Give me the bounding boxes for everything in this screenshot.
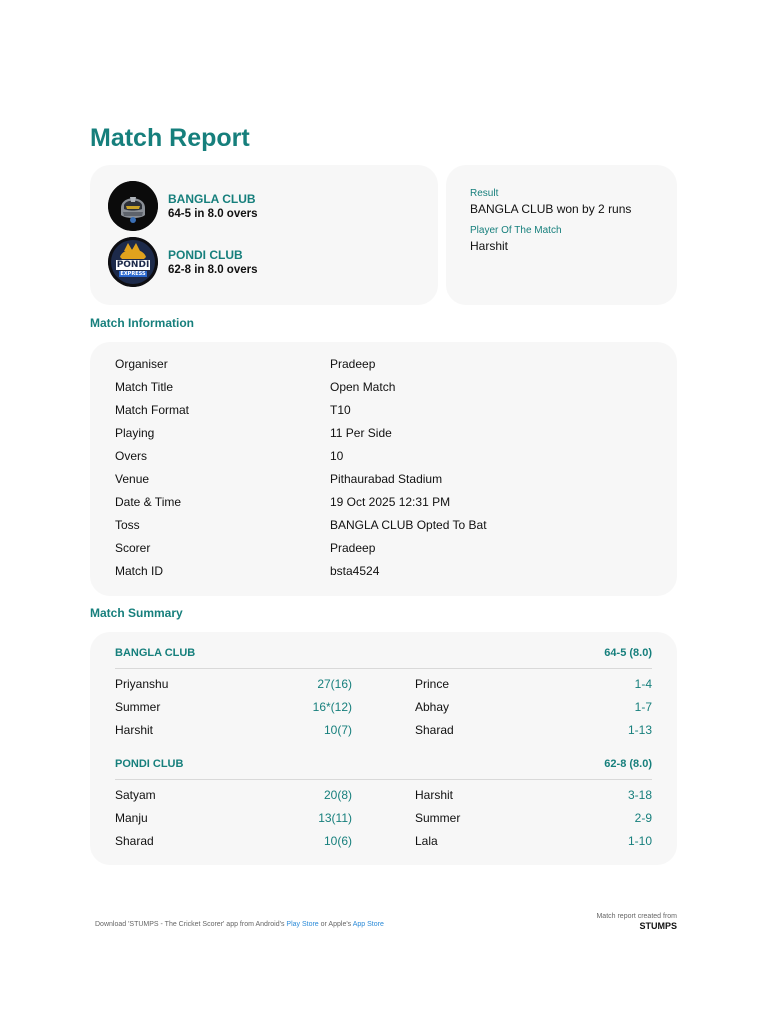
team-name: BANGLA CLUB [168, 191, 256, 206]
info-value: Pradeep [330, 541, 376, 555]
play-store-link[interactable]: Play Store [286, 921, 319, 928]
info-key: Match Format [115, 403, 190, 417]
helmet-logo-icon [108, 181, 158, 231]
batter-score: 16*(12) [312, 700, 352, 714]
footer-text: Download 'STUMPS - The Cricket Scorer' app from Android's [95, 921, 287, 928]
info-key: Match Title [115, 380, 174, 394]
bowler-figures: 1-7 [634, 700, 652, 714]
info-value: Pradeep [330, 357, 376, 371]
info-key: Overs [115, 449, 148, 463]
info-row [115, 380, 655, 400]
page-title: Match Report [90, 124, 250, 152]
innings-header [115, 758, 652, 780]
info-row [115, 426, 655, 446]
team-name: PONDI CLUB [168, 247, 243, 262]
info-row [115, 541, 655, 561]
result-card [446, 165, 677, 305]
info-value: 11 Per Side [330, 426, 392, 440]
result-label: Result [470, 188, 499, 199]
info-row [115, 449, 655, 469]
bowler-figures: 1-4 [634, 677, 652, 691]
logo-subtext: EXPRESS [120, 271, 146, 277]
summary-row [115, 811, 652, 829]
batter-score: 27(16) [317, 677, 352, 691]
bowler-name: Prince [415, 677, 450, 691]
bowler-name: Sharad [415, 723, 454, 737]
bowler-figures: 3-18 [627, 788, 652, 802]
innings-score: 64-5 (8.0) [604, 647, 652, 659]
info-key: Venue [115, 472, 150, 486]
info-key: Playing [115, 426, 155, 440]
batter-score: 13(11) [318, 811, 352, 825]
footer-download-text [95, 921, 384, 928]
teams-card [90, 165, 438, 305]
innings-score: 62-8 (8.0) [604, 758, 652, 770]
batter-name: Manju [115, 811, 148, 825]
team-item [108, 237, 258, 287]
match-summary-heading: Match Summary [90, 606, 183, 620]
bowler-name: Harshit [415, 788, 454, 802]
info-row [115, 472, 655, 492]
summary-row [115, 723, 652, 741]
logo-text: PONDI [116, 260, 150, 270]
info-value: 19 Oct 2025 12:31 PM [330, 495, 451, 509]
info-row [115, 495, 655, 515]
credit-line: Match report created from [596, 913, 677, 920]
info-key: Scorer [115, 541, 151, 555]
bowler-figures: 1-13 [627, 723, 652, 737]
info-value: BANGLA CLUB Opted To Bat [330, 518, 487, 532]
team-item [108, 181, 258, 231]
info-value: Open Match [330, 380, 396, 394]
result-value: BANGLA CLUB won by 2 runs [470, 202, 632, 216]
credit-brand: STUMPS [639, 921, 677, 931]
team-score: 62-8 in 8.0 overs [168, 263, 258, 276]
summary-row [115, 788, 652, 806]
bowler-name: Abhay [415, 700, 450, 714]
info-row [115, 403, 655, 423]
info-row [115, 357, 655, 377]
innings-team: BANGLA CLUB [115, 647, 196, 659]
info-key: Organiser [115, 357, 168, 371]
bowler-name: Summer [415, 811, 461, 825]
pondi-express-logo-icon [108, 237, 158, 287]
batter-score: 10(7) [323, 723, 352, 737]
info-key: Match ID [115, 564, 164, 578]
innings-header [115, 647, 652, 669]
match-information-card [90, 342, 677, 596]
innings-team: PONDI CLUB [115, 758, 184, 770]
app-store-link[interactable]: App Store [352, 921, 384, 928]
bowler-name: Lala [415, 834, 438, 848]
batter-score: 20(8) [323, 788, 352, 802]
batter-name: Satyam [115, 788, 156, 802]
info-key: Date & Time [115, 495, 182, 509]
footer-text: or Apple's [318, 921, 353, 928]
summary-row [115, 700, 652, 718]
match-summary-card [90, 632, 677, 865]
info-key: Toss [115, 518, 140, 532]
report-credit [596, 912, 677, 932]
info-row [115, 518, 655, 538]
bowler-figures: 1-10 [627, 834, 652, 848]
info-value: T10 [330, 403, 351, 417]
potm-value: Harshit [470, 239, 509, 253]
team-score: 64-5 in 8.0 overs [168, 207, 258, 220]
batter-name: Summer [115, 700, 161, 714]
potm-label: Player Of The Match [470, 225, 562, 236]
info-value: 10 [330, 449, 344, 463]
summary-row [115, 677, 652, 695]
match-information-heading: Match Information [90, 316, 194, 330]
batter-name: Harshit [115, 723, 154, 737]
batter-name: Priyanshu [115, 677, 169, 691]
batter-name: Sharad [115, 834, 154, 848]
summary-row [115, 834, 652, 852]
info-value: bsta4524 [330, 564, 380, 578]
info-row [115, 564, 655, 584]
batter-score: 10(6) [323, 834, 352, 848]
info-value: Pithaurabad Stadium [330, 472, 443, 486]
bowler-figures: 2-9 [634, 811, 652, 825]
